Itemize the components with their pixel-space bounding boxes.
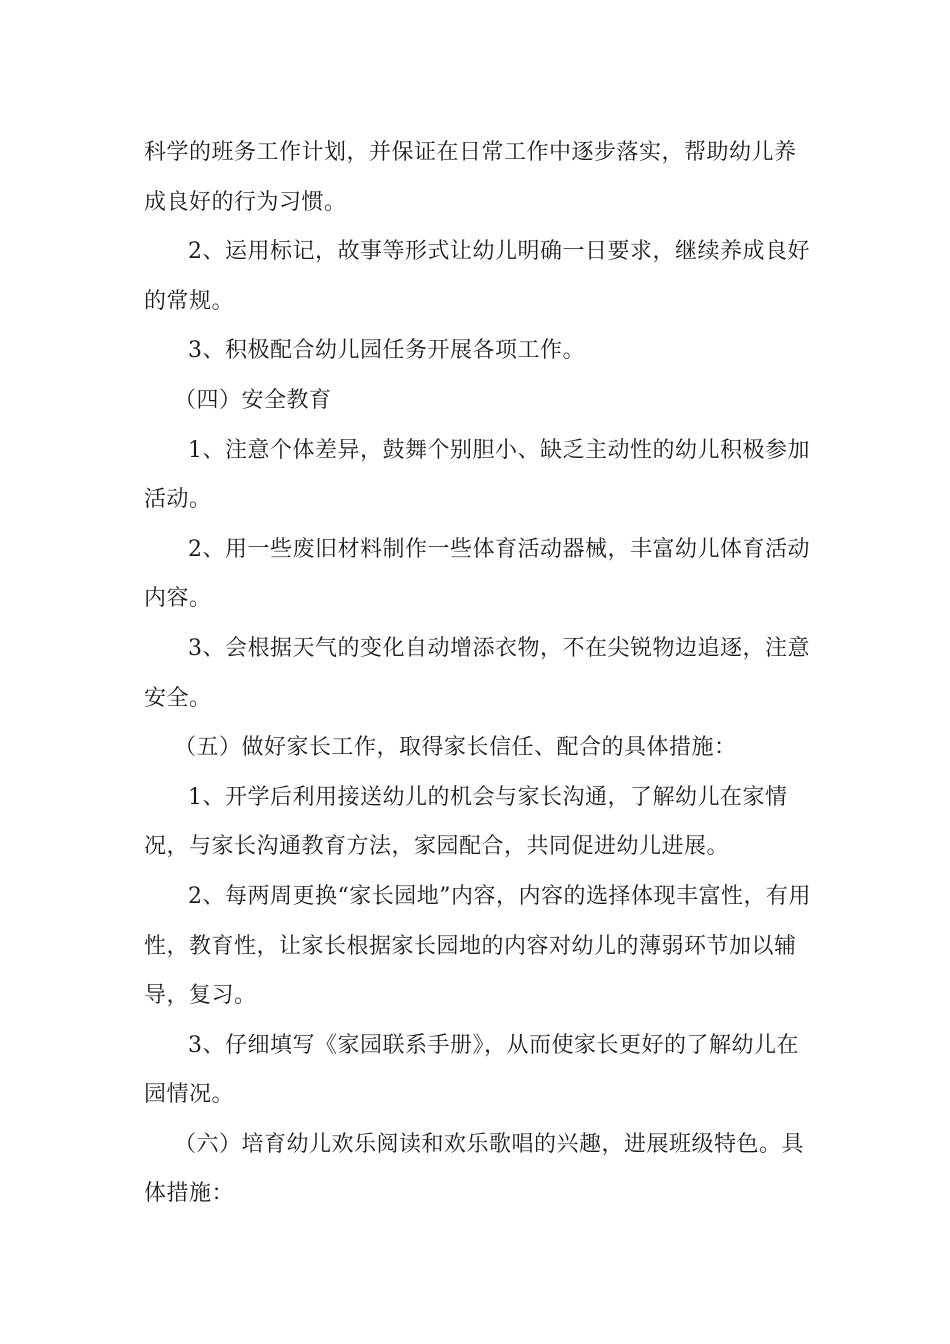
list-item: 2、运用标记，故事等形式让幼儿明确一日要求，继续养成良好的常规。 bbox=[144, 239, 810, 314]
list-item: 3、仔细填写《家园联系手册》，从而使家长更好的了解幼儿在园情况。 bbox=[144, 1032, 799, 1108]
list-item: 1、注意个体差异，鼓舞个别胆小、缺乏主动性的幼儿积极参加活动。 bbox=[144, 437, 810, 513]
section-heading: （四）安全教育 bbox=[174, 387, 332, 413]
document-body bbox=[144, 128, 814, 1219]
list-item: 2、用一些废旧材料制作一些体育活动器械，丰富幼儿体育活动内容。 bbox=[144, 536, 810, 612]
list-item: 1、开学后利用接送幼儿的机会与家长沟通，了解幼儿在家情况，与家长沟通教育方法，家园配合，共同促进幼儿进展。 bbox=[144, 784, 788, 860]
section-heading: （六）培育幼儿欢乐阅读和欢乐歌唱的兴趣，进展班级特色。具体措施： bbox=[144, 1131, 805, 1207]
list-item: 3、会根据天气的变化自动增添衣物，不在尖锐物边追逐，注意安全。 bbox=[144, 635, 810, 711]
section-heading: （五）做好家长工作，取得家长信任、配合的具体措施： bbox=[174, 735, 737, 761]
list-item: 3、积极配合幼儿园任务开展各项工作。 bbox=[188, 338, 585, 364]
list-item: 2、每两周更换“家长园地”内容，内容的选择体现丰富性，有用性，教育性，让家长根据家长园地的内容对幼儿的薄弱环节加以辅导，复习。 bbox=[144, 883, 811, 1009]
paragraph-continuation: 科学的班务工作计划，并保证在日常工作中逐步落实，帮助幼儿养成良好的行为习惯。 bbox=[144, 140, 797, 215]
